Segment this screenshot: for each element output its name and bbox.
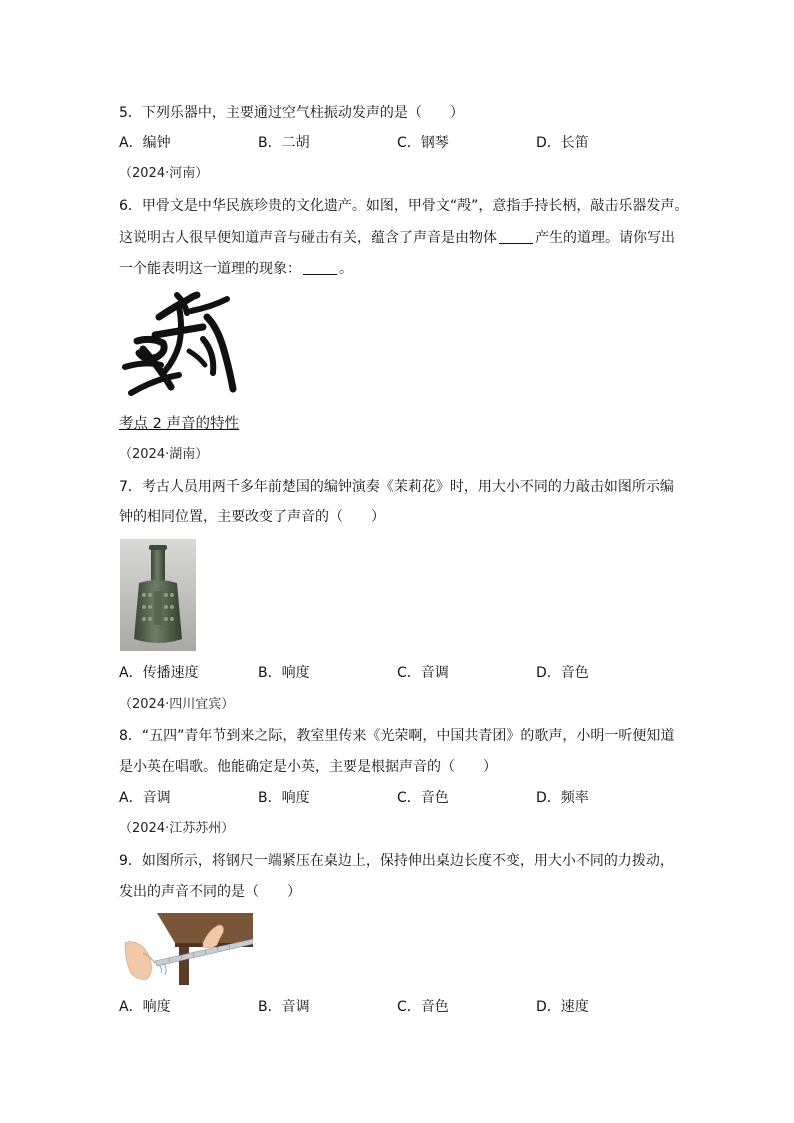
q7-option-c: C．音调 [397,665,449,681]
q6-line1: 6．甲骨文是中华民族珍贵的文化遗产。如图，甲骨文“殸”，意指手持长柄，敲击乐器发声。 [119,198,689,214]
q5-stem: 5．下列乐器中，主要通过空气柱振动发声的是（ ） [119,105,464,121]
ruler-on-table-image [119,913,253,985]
oracle-bone-character-image [119,287,244,402]
q7-line2: 钟的相同位置，主要改变了声音的（ ） [119,509,385,525]
q9-line2: 发出的声音不同的是（ ） [119,884,301,900]
q5-option-d: D．长笛 [536,135,589,151]
q7-option-d: D．音色 [536,665,589,681]
bronze-bell-image [120,539,196,651]
q6-blank-2[interactable] [303,260,337,275]
q6-line2-a: 这说明古人很早便知道声音与碰击有关，蕴含了声音是由物体 [119,230,497,246]
q5-option-c: C．钢琴 [397,135,449,151]
q8-option-d: D．频率 [536,790,589,806]
q9-option-d: D．速度 [536,999,589,1015]
q5-option-b: B．二胡 [258,135,310,151]
q8-option-c: C．音色 [397,790,449,806]
q6-line3 [119,259,353,279]
q8-source: （2024·四川宜宾） [119,697,235,712]
q8-option-b: B．响度 [258,790,310,806]
q6-line2 [119,228,675,248]
q9-option-c: C．音色 [397,999,449,1015]
q6-line3-b: 。 [339,261,353,277]
q9-option-b: B．音调 [258,999,310,1015]
q8-option-a: A．音调 [119,790,171,806]
q9-line1: 9．如图所示，将钢尺一端紧压在桌边上，保持伸出桌边长度不变，用大小不同的力拨动， [119,853,674,869]
q7-source: （2024·湖南） [119,447,209,462]
q6-blank-1[interactable] [499,229,533,244]
q6-source: （2024·河南） [119,166,209,181]
q6-line3-a: 一个能表明这一道理的现象： [119,261,301,277]
q9-option-a: A．响度 [119,999,171,1015]
q9-source: （2024·江苏苏州） [119,821,235,836]
q7-option-a: A．传播速度 [119,665,199,681]
section-title: 考点 2 声音的特性 [119,416,239,432]
q6-line2-b: 产生的道理。请你写出 [535,230,675,246]
q7-line1: 7．考古人员用两千多年前楚国的编钟演奏《茉莉花》时，用大小不同的力敲击如图所示编 [119,479,674,495]
q8-line1: 8．“五四”青年节到来之际，教室里传来《光荣啊，中国共青团》的歌声，小明一听便知道 [119,728,675,744]
q8-line2: 是小英在唱歌。他能确定是小英，主要是根据声音的（ ） [119,759,497,775]
q5-option-a: A．编钟 [119,135,171,151]
q7-option-b: B．响度 [258,665,310,681]
